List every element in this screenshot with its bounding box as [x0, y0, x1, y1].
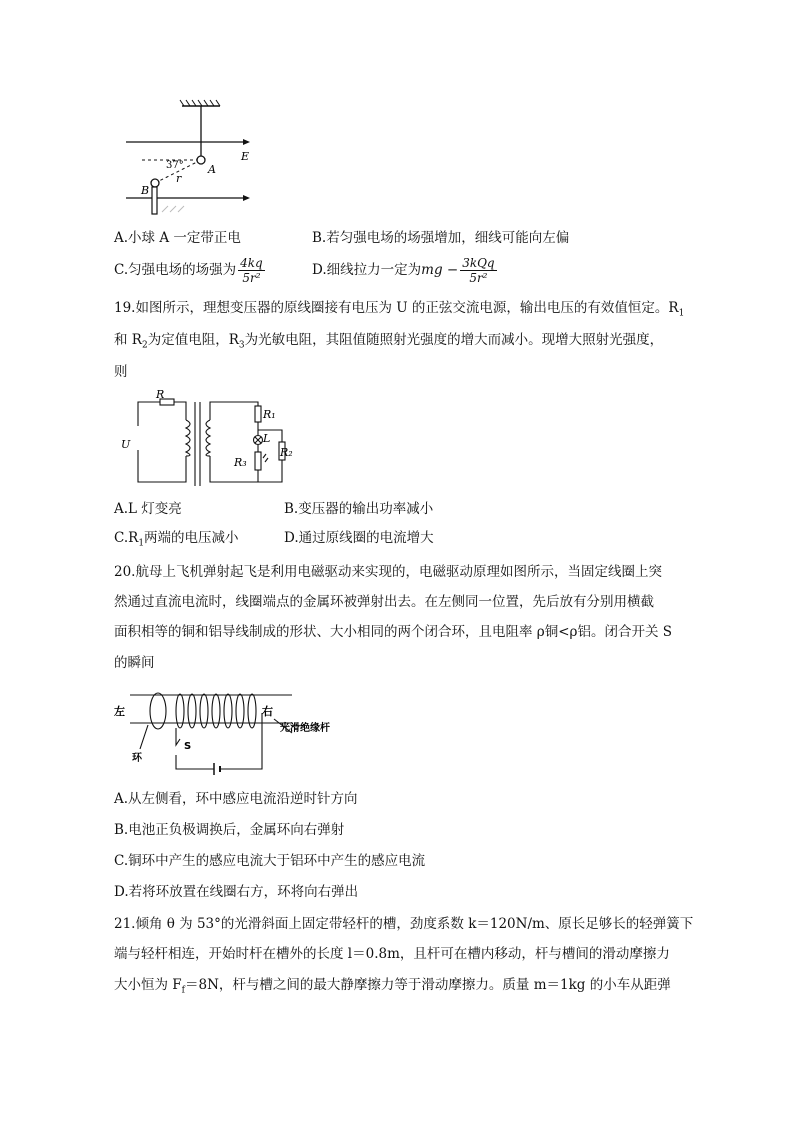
q18-option-b: B.若匀强电场的场强增加，细线可能向左偏	[312, 230, 570, 246]
q18-option-c	[114, 256, 267, 285]
q20-option-c: C.铜环中产生的感应电流大于铝环中产生的感应电流	[114, 853, 426, 869]
q19-line-2	[114, 331, 663, 355]
figure-19-transformer-circuit	[116, 390, 298, 492]
q21-line-3-b: ＝8N，杆与槽之间的最大静摩擦力等于滑动摩擦力。质量 m＝1kg 的小车从距弹	[185, 977, 671, 993]
q21-line-1: 21.倾角 θ 为 53°的光滑斜面上固定带轻杆的槽，劲度系数 k＝120N/m、原长足够长的轻弹簧下	[114, 916, 694, 932]
q19-option-b: B.变压器的输出功率减小	[284, 501, 434, 517]
q19-line-1	[114, 299, 684, 323]
q18-option-d-fraction	[460, 256, 496, 285]
label-r2: R₂	[280, 446, 293, 459]
q19-line-2-sub2: 2	[141, 340, 148, 351]
label-r1: R₁	[263, 408, 276, 421]
label-r: r	[176, 172, 182, 185]
label-right: 右	[262, 705, 273, 718]
q20-line-3: 面积相等的铜和铝导线制成的形状、大小相同的两个闭合环，且电阻率 ρ铜<ρ铝。闭合开关 S	[114, 624, 673, 640]
label-b: B	[141, 184, 150, 197]
label-e: E	[241, 150, 250, 163]
q19-line-1-sub: 1	[678, 308, 685, 319]
q18-option-d-mg: mg −	[421, 262, 459, 278]
label-left: 左	[114, 705, 125, 718]
q18-option-d-text: D.细线拉力一定为	[312, 262, 422, 278]
figure-18-charged-ball-diagram	[110, 96, 270, 220]
q18-option-c-text: C.匀强电场的场强为	[114, 262, 237, 278]
q18-option-a: A.小球 A 一定带正电	[114, 230, 241, 246]
q18-option-d	[312, 256, 499, 285]
label-r: R	[156, 390, 165, 401]
q19-line-2-b: 为定值电阻，R	[147, 332, 239, 348]
label-angle: 37°	[166, 160, 184, 171]
label-u: U	[121, 438, 131, 451]
q21-line-3	[114, 976, 671, 1000]
q19-option-c-pre: C.R	[114, 530, 139, 546]
q21-line-3-a: 大小恒为 F	[114, 977, 182, 993]
q18-option-d-denominator: 5r²	[469, 271, 488, 285]
q20-line-2: 然通过直流电流时，线圈端点的金属环被弹射出去。在左侧同一位置，先后放有分别用横截	[114, 594, 654, 610]
q19-line-2-a: 和 R	[114, 332, 142, 348]
label-ring: 环	[132, 753, 142, 764]
q19-line-2-sub3: 3	[238, 340, 245, 351]
figure-20-coil-launcher	[114, 683, 354, 775]
q21-line-2: 端与轻杆相连，开始时杆在槽外的长度 l＝0.8m，且杆可在槽内移动，杆与槽间的滑动摩擦力	[114, 946, 670, 962]
q19-option-c-sub: 1	[138, 538, 145, 549]
q21-line-3-sub: f	[181, 985, 186, 996]
q18-option-d-numerator: 3kQq	[462, 256, 495, 270]
label-s: S	[184, 741, 192, 752]
q20-option-a: A.从左侧看，环中感应电流沿逆时针方向	[114, 791, 358, 807]
q18-option-c-numerator: 4kq	[240, 256, 263, 270]
q19-line-3: 则	[114, 364, 128, 380]
q20-line-4: 的瞬间	[114, 655, 155, 671]
label-l: L	[263, 432, 271, 445]
q19-line-1-text: 19.如图所示，理想变压器的原线圈接有电压为 U 的正弦交流电源，输出电压的有效值恒定。R	[114, 300, 679, 316]
q18-option-c-fraction	[238, 256, 265, 285]
label-rod: 光滑绝缘杆	[280, 723, 330, 734]
q19-option-a: A.L 灯变亮	[114, 501, 182, 517]
q19-line-2-c: 为光敏电阻，其阻值随照射光强度的增大而减小。现增大照射光强度，	[244, 332, 664, 348]
q19-option-c	[114, 529, 239, 553]
q20-line-1: 20.航母上飞机弹射起飞是利用电磁驱动来实现的，电磁驱动原理如图所示，当固定线圈上突	[114, 564, 662, 580]
q20-option-b: B.电池正负极调换后，金属环向右弹射	[114, 822, 345, 838]
q18-option-c-denominator: 5r²	[242, 271, 261, 285]
label-a: A	[208, 163, 216, 176]
q19-option-c-post: 两端的电压减小	[144, 530, 239, 546]
q19-option-d: D.通过原线圈的电流增大	[284, 530, 434, 546]
q20-option-d: D.若将环放置在线圈右方，环将向右弹出	[114, 884, 359, 900]
label-r3: R₃	[234, 456, 247, 469]
